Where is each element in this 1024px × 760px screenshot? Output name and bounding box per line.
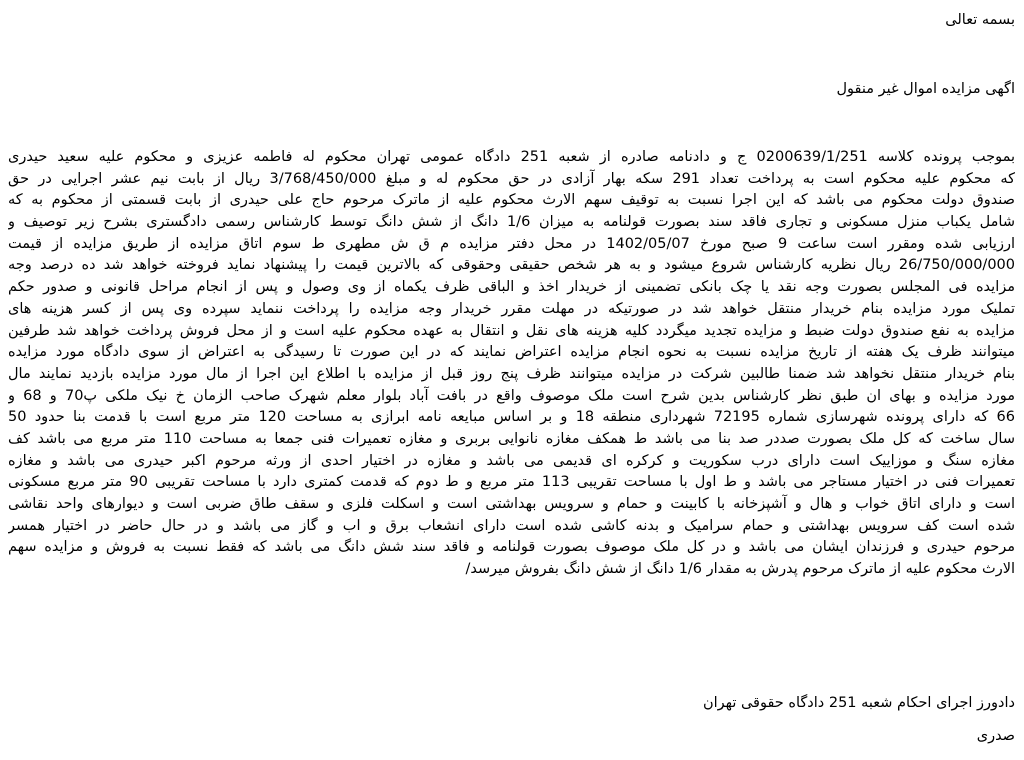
body-line: شده است کف سرویس بهداشتی و حمام سرامیک و بدنه کاشی شده است دارای انشعاب برق و اب و گاز می باشد و در حال حاضر در اختیار همسر — [8, 517, 1015, 534]
signatory-line: دادورز اجرای احکام شعبه 251 دادگاه حقوقی تهران — [702, 695, 1015, 711]
body-line: مزایده به نفع صندوق دولت ضبط و مزایده تجدید میگردد کلیه هزینه های نقل و انتقال به عهده محکوم علیه است و از محل فروش پرداخت خواهد شد طرفین — [8, 322, 1015, 339]
body-line: بنام خریدار منتقل نخواهد شد ضمنا طالبین شرکت در مزایده میتوانند ظرف پنج روز قبل از مزایده با اطلاع این اجرا از مال مورد مزایده بازدید نمایند مال — [8, 365, 1015, 382]
body-line: ارزیابی شده ومقرر است ساعت 9 صبح مورخ 1402/05/07 در محل دفتر مزایده م ق ش مطهری ط سوم اتاق مزایده از طریق مزایده از قیمت — [8, 235, 1015, 252]
notice-title: اگهی مزایده اموال غیر منقول — [836, 81, 1015, 97]
body-line: تعمیرات فنی در اختیار مستاجر می باشد و ط اول با مساحت تقریبی 113 متر مربع و ط دوم که قدمت کمتری دارد با مساحت تقریبی 90 متر مربع مسکونی — [8, 474, 1015, 491]
body-line: مغازه سنگ و موزاییک است دارای درب سکوریت و کرکره ای قدیمی می باشد و مغازه در اختیار احدی از ورثه مرحوم اکبر حیدری می باشد و مغازه — [8, 452, 1015, 469]
body-line: سال ساخت که کل ملک بصورت صددر صد بنا می باشد ط همکف مغازه نانوایی بربری و مغازه تعمیرات فنی جمعا به مساحت 110 متر مربع می باشد کف — [8, 430, 1015, 447]
body-line: صندوق دولت محکوم می باشد که این اجرا نسبت به توقیف سهم الارث محکوم علیه از ماترک مرحوم حاج علی حیدری از بابت قسمتی از محکوم به که — [8, 192, 1015, 209]
body-line: است و دارای اتاق خواب و هال و آشپزخانه با کابینت و حمام و سرویس بهداشتی است و اسکلت فلزی و سقف طاق ضربی است و دیوارهای واحد نقاشی — [8, 496, 1015, 512]
invocation-heading: بسمه تعالی — [945, 12, 1015, 28]
body-line: بموجب پرونده کلاسه 0200639/1/251 ج و دادنامه صادره از شعبه 251 دادگاه عمومی تهران محکوم له فاطمه عزیزی و محکوم علیه سعید حیدری — [8, 149, 1015, 165]
notice-body — [8, 147, 1015, 581]
body-line: الارث محکوم علیه از ماترک مرحوم پدرش به مقدار 1/6 دانگ از شش دانگ بفروش میرسد/ — [465, 561, 1015, 578]
signatory-name: صدری — [976, 728, 1015, 744]
body-line: 66 که دارای پرونده شهرسازی شماره 72195 شهرداری منطقه 18 و بر اساس مبایعه نامه ابرازی به مساحت 120 متر مربع است با قدمت بنا حدود 50 — [8, 409, 1015, 426]
body-line: مرحوم حیدری و فرزندان ایشان می باشد و در کل ملک موصوف بصورت قولنامه و فاقد سند شش دانگ می باشد که فقط نسبت به فروش و مزایده سهم — [8, 539, 1015, 556]
body-line: میتوانند ظرف یک هفته از تاریخ مزایده نسبت به نحوه انجام مزایده اعتراض نمایند که در این صورت تا رسیدگی به اعتراض از سوی دادگاه مورد مزایده — [8, 344, 1015, 361]
body-line: شامل یکباب منزل مسکونی و تجاری فاقد سند بصورت قولنامه به میزان 1/6 دانگ از شش دانگ توسط کارشناس رسمی دادگستری بشرح زیر توصیف و — [8, 214, 1015, 231]
body-line: تملیک مورد مزایده بنام خریدار منتقل خواهد شد در صورتیکه در مهلت مقرر خریدار وجه مزایده را پرداخت ننماید سپرده وی پس از کسر هزینه های — [8, 300, 1015, 317]
body-line: که محکوم علیه محکوم است به پرداخت تعداد 291 سکه بهار آزادی در حق محکوم له و مبلغ 3/768/450/000 ریال از بابت نیم عشر اجرایی در حق — [8, 170, 1015, 187]
body-line: 26/750/000/000 ریال نظریه کارشناس شروع میشود و به هر شخص حقیقی وحقوقی که بالاترین قیمت را پیشنهاد نماید فروخته خواهد شد ده درصد وجه — [8, 257, 1015, 274]
body-line: مورد مزایده و بهای ان طبق نظر کارشناس بدین شرح است ملک موصوف واقع در بافت آباد بلوار معلم شهرک صاحب الزمان خ نیک ملکی پ70 و 68 و — [8, 387, 1015, 404]
body-line: مزایده فی المجلس بصورت وجه نقد یا چک بانکی تضمینی از خریدار اخذ و الباقی ظرف یکماه از وی وصول و پس از انجام مراحل قانونی و صدور حکم — [8, 279, 1015, 296]
